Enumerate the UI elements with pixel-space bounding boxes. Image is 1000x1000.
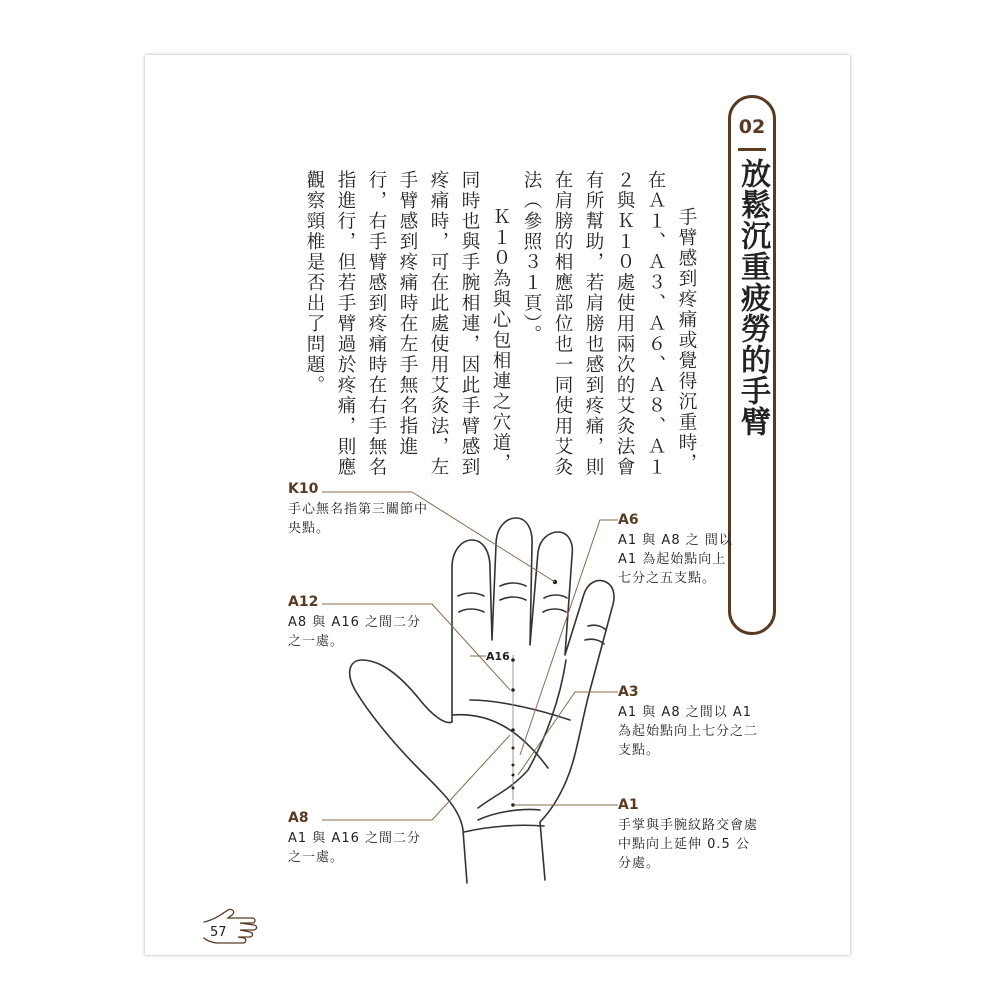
page-number: 57 — [210, 925, 227, 940]
callout-a12-code: A12 — [288, 594, 319, 610]
callout-a6 — [618, 512, 733, 588]
a16-label: A16 — [486, 650, 510, 663]
callout-a1 — [618, 797, 763, 873]
callout-a1-code: A1 — [618, 797, 639, 813]
acupoint-a8-dot — [511, 728, 515, 732]
acupoint-a12-dot — [511, 688, 515, 692]
callout-a3-desc: A1 與 A8 之間以 A1 為起始點向上七分之二支點。 — [618, 705, 759, 758]
callout-a12-desc: A8 與 A16 之間二分之一處。 — [288, 615, 421, 649]
acupoint-a2-dot — [512, 787, 515, 790]
callout-a8-desc: A1 與 A16 之間二分之一處。 — [288, 831, 421, 865]
body-paragraph-1: 手臂感到疼痛或覺得沉重時，在Ａ１、Ａ３、Ａ６、Ａ８、Ａ１２與Ｋ１０處使用兩次的艾灸法會有所幫助，若肩膀也感到疼痛，則在肩膀的相應部位也一同使用艾灸法（參照３１頁）。 — [521, 170, 697, 478]
callout-a8-code: A8 — [288, 810, 309, 826]
acupoint-a6-dot — [512, 747, 515, 750]
callout-a3 — [618, 684, 763, 760]
callout-k10-code: K10 — [288, 481, 319, 497]
acupoint-a16-dot — [511, 658, 515, 662]
chapter-number: 02 — [738, 116, 766, 138]
callout-a3-code: A3 — [618, 684, 639, 700]
callout-k10 — [288, 481, 428, 538]
callout-a8 — [288, 810, 423, 867]
acupoint-a5-dot — [512, 764, 515, 767]
body-paragraph-2: Ｋ１０為與心包相連之穴道，同時也與手腕相連，因此手臂感到疼痛時，可在此處使用艾灸法，左手臂感到疼痛時在左手無名指進行，右手臂感到疼痛時在右手無名指進行，但若手臂過於疼痛，則應觀察頸椎是否出了問題。 — [304, 170, 511, 478]
acupoint-a3-dot — [512, 774, 515, 777]
leader-lines — [322, 492, 618, 820]
leader-a8 — [322, 735, 510, 820]
callout-a6-code: A6 — [618, 512, 639, 528]
callout-a6-desc: A1 與 A8 之 間以 A1 為起始點向上七分之五支點。 — [618, 533, 733, 586]
chapter-title: 放鬆沉重疲勞的手臂 — [735, 158, 770, 437]
callout-a1-desc: 手掌與手腕紋路交會處中點向上延伸 0.5 公分處。 — [618, 818, 759, 871]
leader-a3 — [518, 692, 618, 775]
callout-a12 — [288, 594, 423, 651]
callout-k10-desc: 手心無名指第三關節中央點。 — [288, 502, 429, 536]
acupoint-markers — [511, 580, 557, 807]
acupoint-a1-dot — [511, 803, 515, 807]
